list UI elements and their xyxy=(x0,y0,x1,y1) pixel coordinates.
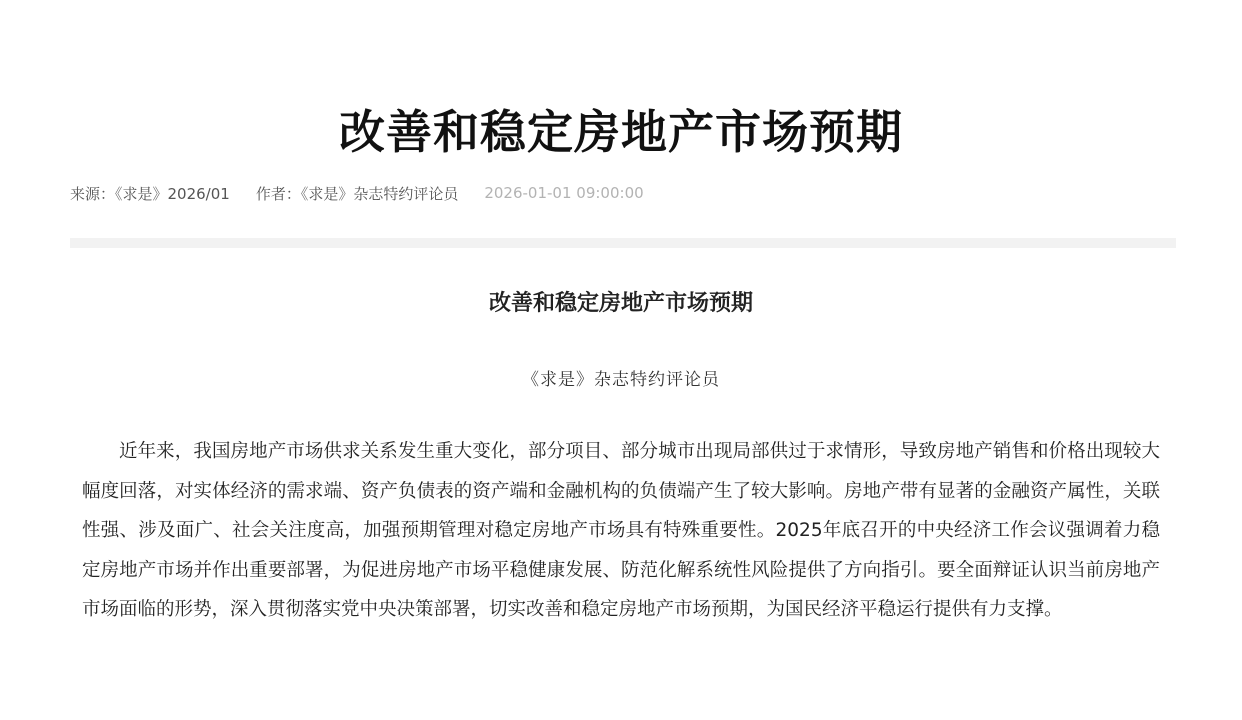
body-paragraph: 近年来，我国房地产市场供求关系发生重大变化，部分项目、部分城市出现局部供过于求情形，导致房地产销售和价格出现较大幅度回落，对实体经济的需求端、资产负债表的资产端和金融机构的负债端产生了较大影响。房地产带有显著的金融资产属性，关联性强、涉及面广、社会关注度高，加强预期管理对稳定房地产市场具有特殊重要性。2025年底召开的中央经济工作会议强调着力稳定房地产市场并作出重要部署，为促进房地产市场平稳健康发展、防范化解系统性风险提供了方向指引。要全面辩证认识当前房地产市场面临的形势，深入贯彻落实党中央决策部署，切实改善和稳定房地产市场预期，为国民经济平稳运行提供有力支撑。 xyxy=(82,441,1160,620)
content-byline: 《求是》杂志特约评论员 xyxy=(522,370,720,390)
section-divider xyxy=(70,238,1176,248)
content-title: 改善和稳定房地产市场预期 xyxy=(488,291,753,316)
author-label: 作者：《求是》杂志特约评论员 xyxy=(255,184,459,203)
source-label: 来源：《求是》2026/01 xyxy=(70,184,230,203)
article-title: 改善和稳定房地产市场预期 xyxy=(339,105,903,159)
article-meta xyxy=(70,181,644,205)
publish-datetime: 2026-01-01 09:00:00 xyxy=(484,184,644,202)
